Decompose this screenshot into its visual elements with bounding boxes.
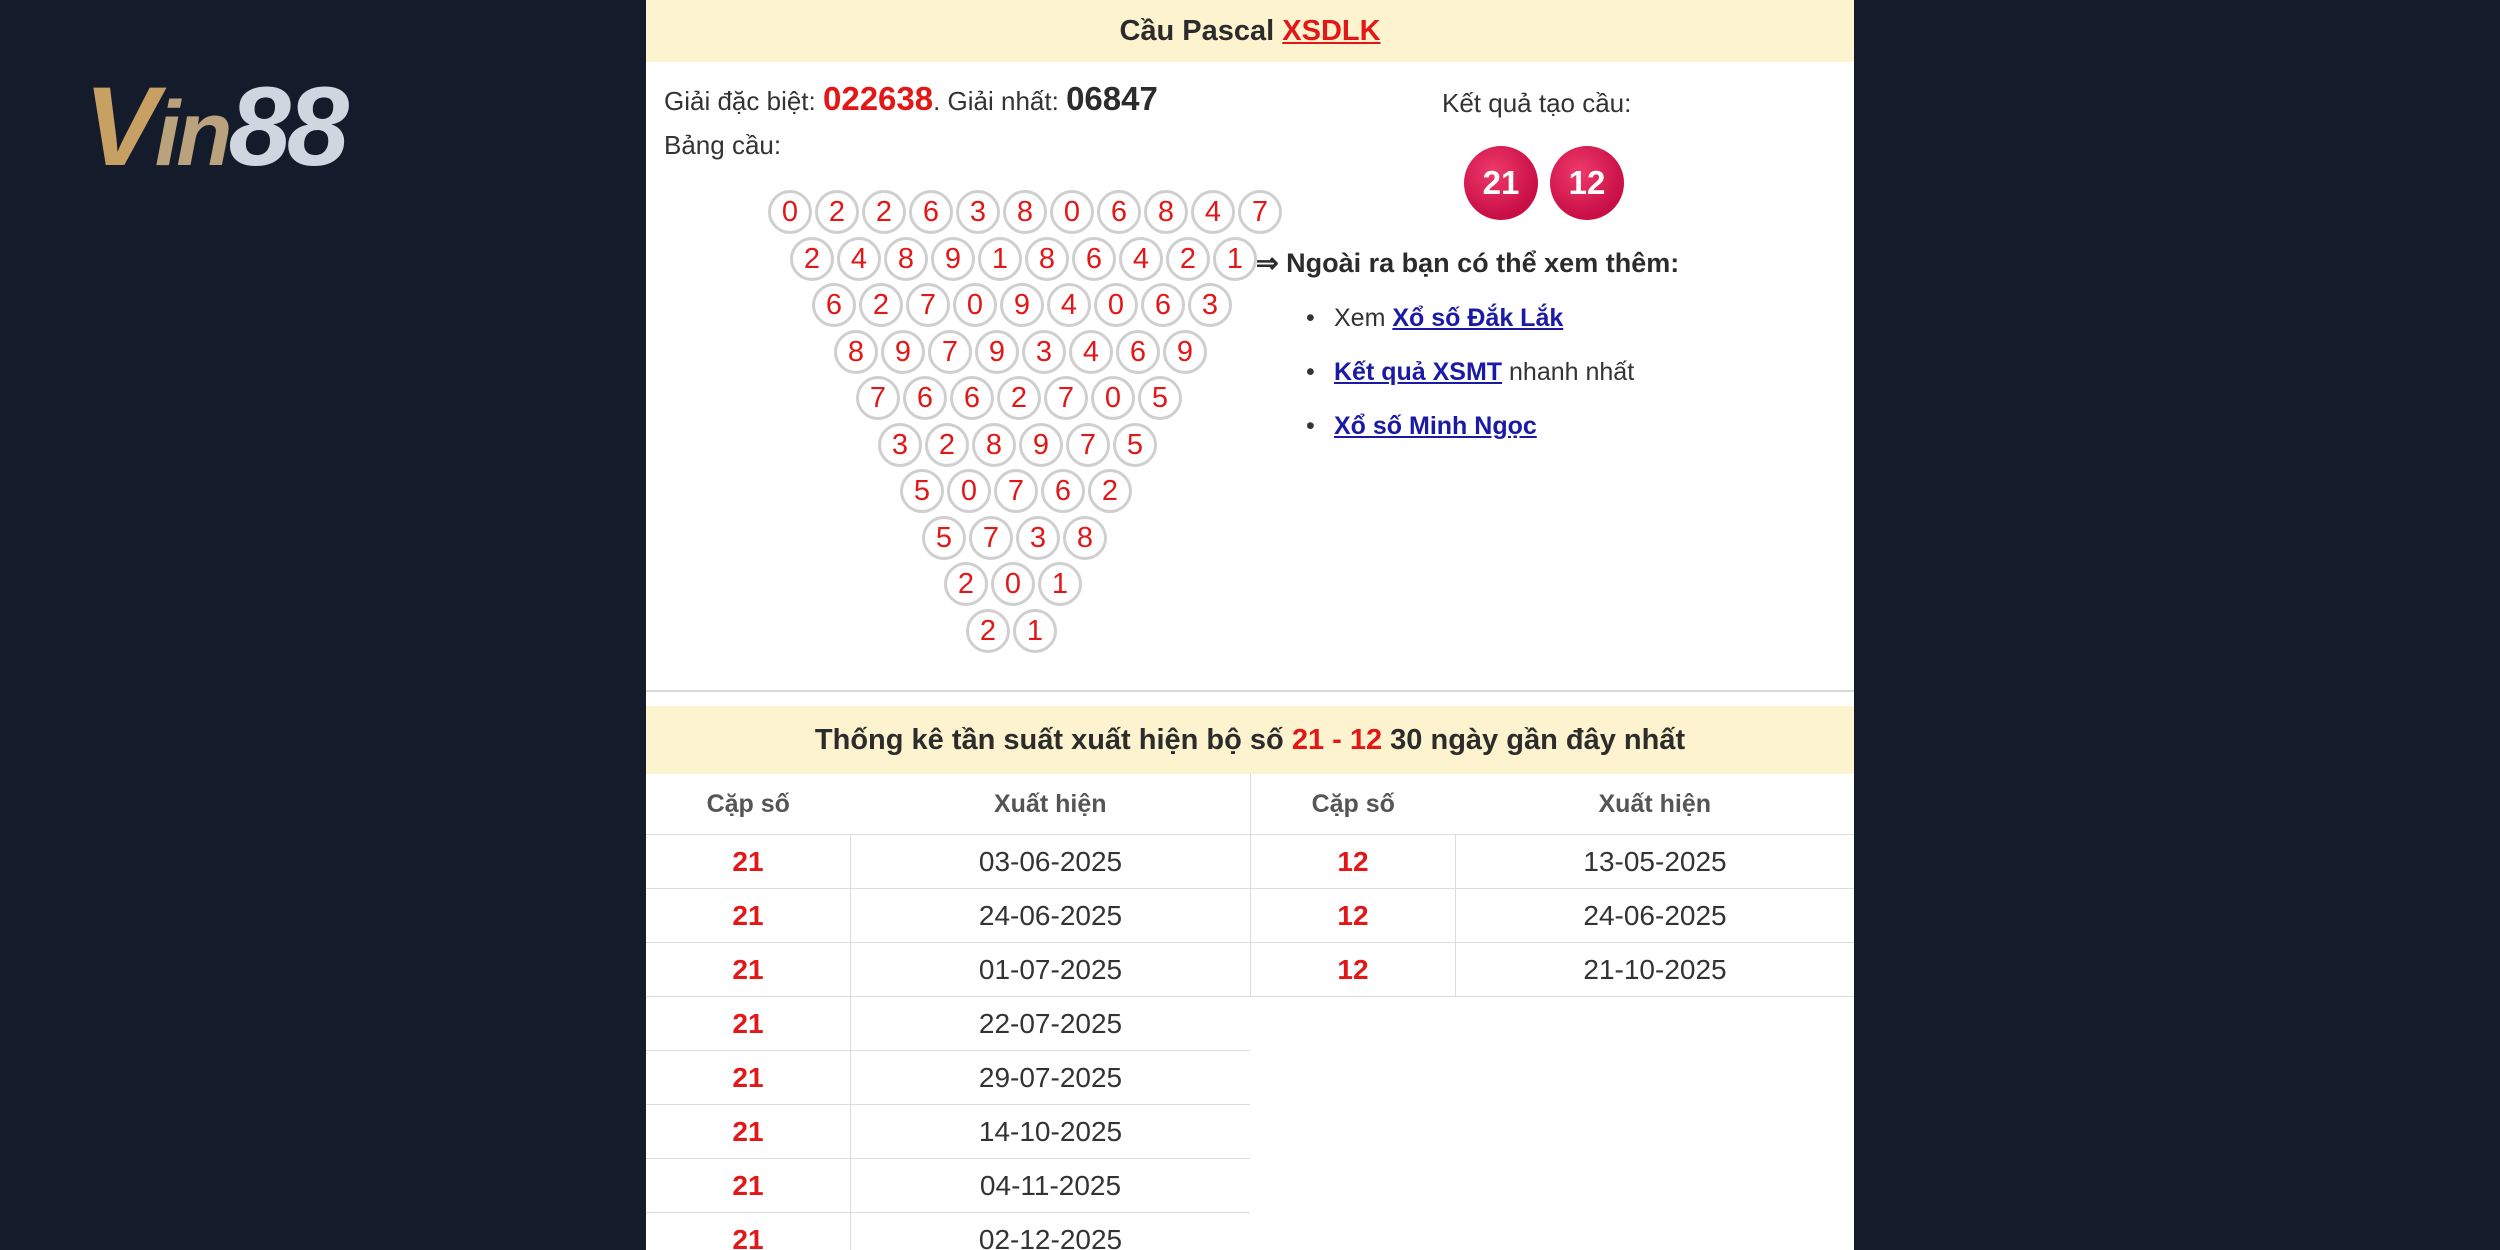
triangle-digit: 7: [906, 283, 950, 327]
triangle-row: [834, 330, 1210, 376]
pair-cell: 12: [1251, 943, 1456, 997]
more-link-suffix: nhanh nhất: [1502, 358, 1635, 386]
triangle-digit: 2: [1088, 469, 1132, 513]
triangle-digit: 6: [903, 376, 947, 420]
pascal-card: [646, 0, 1854, 692]
date-cell: 03-06-2025: [851, 835, 1251, 889]
frequency-stats-card: [646, 706, 1854, 1250]
triangle-digit: 6: [1116, 330, 1160, 374]
triangle-digit: 9: [881, 330, 925, 374]
col-header-pair: Cặp số: [1251, 774, 1456, 835]
triangle-digit: 6: [1097, 190, 1141, 234]
triangle-digit: 3: [956, 190, 1000, 234]
triangle-digit: 4: [1191, 190, 1235, 234]
table-row: [646, 835, 1250, 889]
triangle-digit: 7: [1066, 423, 1110, 467]
pair-cell: 21: [646, 1051, 851, 1105]
pascal-title: Cầu Pascal: [1119, 15, 1283, 47]
triangle-row: [900, 469, 1135, 515]
triangle-digit: 9: [975, 330, 1019, 374]
date-cell: 24-06-2025: [1456, 889, 1855, 943]
triangle-digit: 6: [909, 190, 953, 234]
pair-cell: 21: [646, 1105, 851, 1159]
triangle-digit: 1: [978, 237, 1022, 281]
triangle-row: [878, 423, 1160, 469]
special-prize-label: Giải đặc biệt:: [664, 86, 823, 116]
triangle-digit: 4: [837, 237, 881, 281]
table-label: Bảng cầu:: [664, 130, 782, 160]
date-cell: 02-12-2025: [851, 1213, 1251, 1250]
triangle-digit: 7: [856, 376, 900, 420]
pair-cell: 21: [646, 889, 851, 943]
pair-cell: 21: [646, 1159, 851, 1213]
triangle-digit: 6: [950, 376, 994, 420]
triangle-digit: 1: [1013, 609, 1057, 653]
triangle-digit: 5: [1113, 423, 1157, 467]
date-cell: 01-07-2025: [851, 943, 1251, 997]
pair-cell: 21: [646, 943, 851, 997]
logo-part-in: in: [154, 83, 229, 185]
date-cell: 13-05-2025: [1456, 835, 1855, 889]
triangle-digit: 6: [1072, 237, 1116, 281]
col-header-appear: Xuất hiện: [1456, 774, 1855, 835]
table-row: [646, 889, 1250, 943]
date-cell: 24-06-2025: [851, 889, 1251, 943]
triangle-digit: 6: [1141, 283, 1185, 327]
triangle-digit: 7: [969, 516, 1013, 560]
xo-so-minh-ngoc-link[interactable]: Xổ số Minh Ngọc: [1334, 412, 1537, 440]
more-link-prefix: Xem: [1334, 304, 1393, 332]
table-row: [646, 1159, 1250, 1213]
triangle-digit: 5: [1138, 376, 1182, 420]
triangle-digit: 3: [1188, 283, 1232, 327]
triangle-digit: 7: [994, 469, 1038, 513]
logo-part-v: V: [84, 64, 155, 189]
pair-cell: 21: [646, 997, 851, 1051]
pair-cell: 21: [646, 1213, 851, 1250]
triangle-digit: 0: [1094, 283, 1138, 327]
triangle-digit: 6: [812, 283, 856, 327]
triangle-digit: 9: [1000, 283, 1044, 327]
date-cell: 29-07-2025: [851, 1051, 1251, 1105]
stats-table-21: [646, 774, 1250, 1250]
prize-line: [664, 80, 1158, 118]
more-link-item: [1306, 358, 1634, 412]
table-row: [646, 1213, 1250, 1250]
triangle-digit: 0: [953, 283, 997, 327]
result-ball-1: 21: [1464, 146, 1538, 220]
prize-info: [664, 80, 1158, 161]
date-cell: 04-11-2025: [851, 1159, 1251, 1213]
stats-title-pair: 21 - 12: [1291, 724, 1383, 756]
triangle-digit: 3: [878, 423, 922, 467]
more-links-list: [1306, 304, 1634, 466]
triangle-row: [768, 190, 1285, 236]
triangle-digit: 4: [1119, 237, 1163, 281]
col-header-pair: Cặp số: [646, 774, 851, 835]
triangle-digit: 2: [790, 237, 834, 281]
pascal-card-header: [646, 0, 1854, 62]
stats-title-suffix: 30 ngày gần đây nhất: [1382, 724, 1686, 756]
triangle-digit: 8: [1025, 237, 1069, 281]
table-row: [1251, 889, 1855, 943]
triangle-digit: 8: [1003, 190, 1047, 234]
triangle-digit: 7: [1044, 376, 1088, 420]
triangle-row: [922, 516, 1110, 562]
triangle-digit: 9: [931, 237, 975, 281]
content-panel: [646, 0, 1854, 1250]
table-row: [646, 1105, 1250, 1159]
triangle-row: [944, 562, 1085, 608]
triangle-digit: 4: [1047, 283, 1091, 327]
xo-so-dak-lak-link[interactable]: Xổ số Đắk Lắk: [1392, 304, 1564, 332]
result-label: Kết quả tạo cầu:: [1442, 88, 1632, 118]
triangle-digit: 0: [1050, 190, 1094, 234]
pair-cell: 12: [1251, 835, 1456, 889]
first-prize-value: 06847: [1066, 80, 1158, 117]
triangle-digit: 2: [925, 423, 969, 467]
triangle-digit: 2: [1166, 237, 1210, 281]
ket-qua-xsmt-link[interactable]: Kết quả XSMT: [1334, 358, 1503, 386]
stats-header: [646, 706, 1854, 774]
triangle-digit: 2: [862, 190, 906, 234]
triangle-row: [856, 376, 1185, 422]
triangle-digit: 7: [928, 330, 972, 374]
triangle-digit: 2: [859, 283, 903, 327]
first-prize-label: . Giải nhất:: [933, 86, 1067, 116]
col-header-appear: Xuất hiện: [851, 774, 1251, 835]
triangle-digit: 6: [1041, 469, 1085, 513]
table-row: [646, 997, 1250, 1051]
date-cell: 14-10-2025: [851, 1105, 1251, 1159]
triangle-digit: 0: [1091, 376, 1135, 420]
triangle-row: [812, 283, 1235, 329]
table-row: [1251, 835, 1855, 889]
table-row: [1251, 943, 1855, 997]
triangle-digit: 5: [922, 516, 966, 560]
triangle-digit: 8: [1063, 516, 1107, 560]
stats-title-prefix: Thống kê tần suất xuất hiện bộ số: [814, 724, 1292, 756]
triangle-digit: 7: [1238, 190, 1282, 234]
triangle-digit: 0: [768, 190, 812, 234]
triangle-digit: 8: [884, 237, 928, 281]
triangle-digit: 5: [900, 469, 944, 513]
triangle-digit: 2: [944, 562, 988, 606]
stats-table-12: [1250, 774, 1854, 997]
triangle-digit: 2: [815, 190, 859, 234]
triangle-digit: 0: [991, 562, 1035, 606]
triangle-digit: 1: [1213, 237, 1257, 281]
triangle-digit: 9: [1019, 423, 1063, 467]
logo-part-88: 88: [228, 64, 346, 189]
xsdlk-link[interactable]: XSDLK: [1282, 15, 1381, 47]
triangle-digit: 2: [997, 376, 1041, 420]
pair-cell: 12: [1251, 889, 1456, 943]
more-link-item: [1306, 304, 1634, 358]
triangle-digit: 8: [834, 330, 878, 374]
date-cell: 21-10-2025: [1456, 943, 1855, 997]
result-ball-2: 12: [1550, 146, 1624, 220]
triangle-digit: 3: [1022, 330, 1066, 374]
table-row: [646, 1051, 1250, 1105]
triangle-row: [966, 609, 1060, 655]
triangle-digit: 4: [1069, 330, 1113, 374]
triangle-digit: 8: [972, 423, 1016, 467]
triangle-digit: 3: [1016, 516, 1060, 560]
triangle-digit: 9: [1163, 330, 1207, 374]
table-row: [646, 943, 1250, 997]
triangle-digit: 0: [947, 469, 991, 513]
special-prize-value: 022638: [822, 80, 934, 117]
more-link-item: [1306, 412, 1634, 466]
triangle-digit: 8: [1144, 190, 1188, 234]
triangle-digit: 1: [1038, 562, 1082, 606]
more-title: ⇒ Ngoài ra bạn có thể xem thêm:: [1256, 248, 1680, 278]
triangle-row: [790, 237, 1260, 283]
vin88-logo[interactable]: [84, 64, 444, 189]
date-cell: 22-07-2025: [851, 997, 1251, 1051]
triangle-digit: 2: [966, 609, 1010, 653]
pair-cell: 21: [646, 835, 851, 889]
